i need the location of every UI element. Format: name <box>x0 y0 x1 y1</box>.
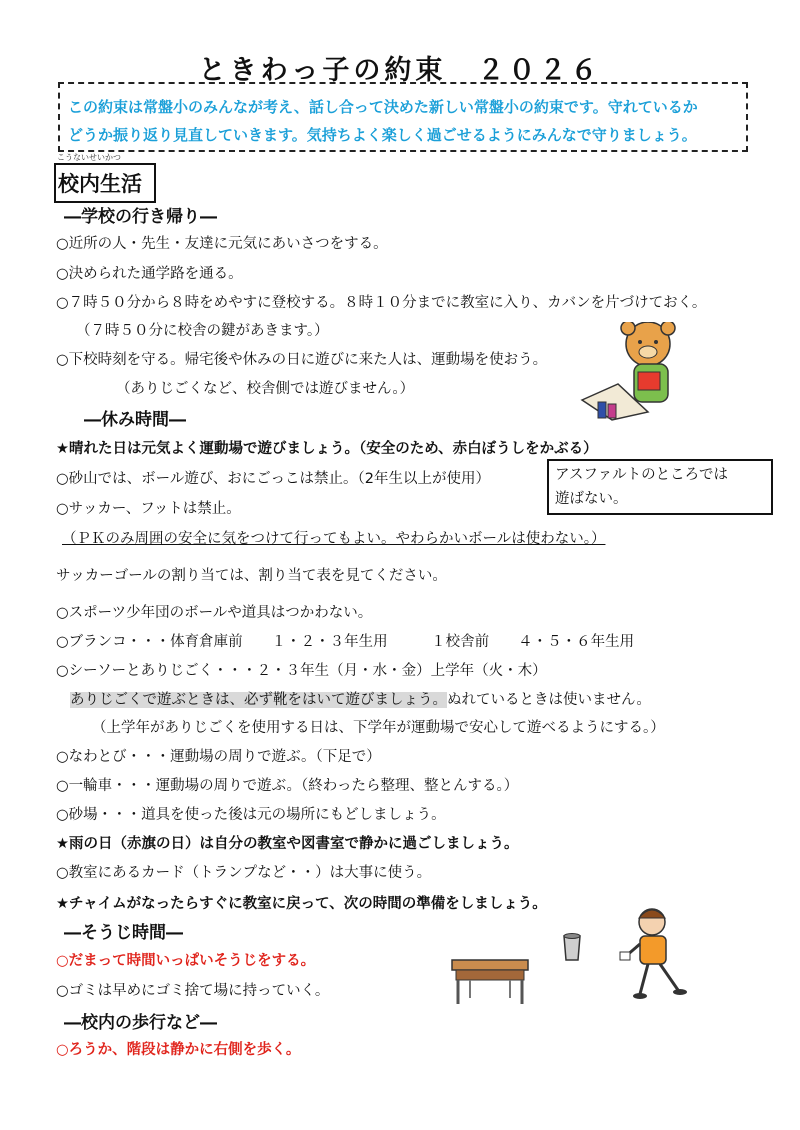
commute-line-6: （ありじごくなど、校舎側では遊びません。） <box>116 381 415 397</box>
recess-cards: ○教室にあるカード（トランプなど・・）は大事に使う。 <box>56 865 432 881</box>
intro-line-2: どうか振り返り見直していきます。気持ちよく楽しく過ごせるようにみんなで守りましょう。 <box>68 126 697 144</box>
commute-line-2: ○決められた通学路を通る。 <box>56 266 243 282</box>
walking-line: ○ろうか、階段は静かに右側を歩く。 <box>56 1042 301 1058</box>
recess-sand-hill: ○砂山では、ボール遊び、おにごっこは禁止。（2年生以上が使用） <box>56 471 490 487</box>
cleaning-illustration <box>440 908 710 1008</box>
bear-reading-illustration <box>578 322 698 422</box>
recess-seesaw: ○シーソーとありじごく・・・２・３年生（月・水・金）上学年（火・木） <box>56 663 547 679</box>
recess-heading: ―休み時間― <box>84 410 186 430</box>
commute-line-1: ○近所の人・先生・友達に元気にあいさつをする。 <box>56 236 388 252</box>
commute-line-4: （７時５０分に校舎の鍵があきます。） <box>76 323 329 339</box>
cleaning-trash: ○ゴミは早めにゴミ捨て場に持っていく。 <box>56 983 330 999</box>
recess-upper-grade: （上学年がありじごくを使用する日は、下学年が運動場で安心して遊べるようにする。） <box>92 720 665 736</box>
intro-line-1: この約束は常盤小のみんなが考え、話し合って決めた新しい常盤小の約束です。守れているか <box>68 98 698 116</box>
page-title: ときわっ子の約束 ２０２６ <box>198 55 602 86</box>
recess-sandbox: ○砂場・・・道具を使った後は元の場所にもどしましょう。 <box>56 807 446 823</box>
asphalt-note-line-1: アスファルトのところでは <box>555 467 728 483</box>
cleaning-heading: ―そうじ時間― <box>64 923 183 943</box>
recess-rainy-day: ★雨の日（赤旗の日）は自分の教室や図書室で静かに過ごしましょう。 <box>56 836 519 852</box>
section-ruby: こうないせいかつ <box>57 153 121 162</box>
recess-swing: ○ブランコ・・・体育倉庫前 １・２・３年生用 １校舎前 ４・５・６年生用 <box>56 634 635 650</box>
recess-pk: （ＰＫのみ周囲の安全に気をつけて行ってもよい。やわらかいボールは使わない。） <box>62 531 606 547</box>
recess-shoes-rest: ぬれているときは使いません。 <box>447 692 651 708</box>
recess-shoes-highlight: ありじごくで遊ぶときは、必ず靴をはいて遊びましょう。 <box>70 692 447 708</box>
commute-heading: ―学校の行き帰り― <box>64 207 217 227</box>
recess-unicycle: ○一輪車・・・運動場の周りで遊ぶ。（終わったら整理、整とんする。） <box>56 778 519 794</box>
recess-shoes <box>70 688 651 709</box>
recess-chime: ★チャイムがなったらすぐに教室に戻って、次の時間の準備をしましょう。 <box>56 896 547 912</box>
commute-line-5: ○下校時刻を守る。帰宅後や休みの日に遊びに来た人は、運動場を使おう。 <box>56 352 548 368</box>
cleaning-silent: ○だまって時間いっぱいそうじをする。 <box>56 953 316 969</box>
commute-line-3: ○７時５０分から８時をめやすに登校する。８時１０分までに教室に入り、カバンを片づけておく。 <box>56 295 707 311</box>
recess-sports: ○スポーツ少年団のボールや道具はつかわない。 <box>56 605 373 621</box>
recess-star-sunny: ★晴れた日は元気よく運動場で遊びましょう。（安全のため、赤白ぼうしをかぶる） <box>56 441 598 457</box>
walking-heading: ―校内の歩行など― <box>64 1013 217 1033</box>
asphalt-note-line-2: 遊ばない。 <box>555 491 628 507</box>
recess-jump-rope: ○なわとび・・・運動場の周りで遊ぶ。（下足で） <box>56 749 381 765</box>
recess-goal: サッカーゴールの割り当ては、割り当て表を見てください。 <box>56 568 447 584</box>
recess-soccer: ○サッカー、フットは禁止。 <box>56 501 241 517</box>
section-label: 校内生活 <box>58 172 142 196</box>
